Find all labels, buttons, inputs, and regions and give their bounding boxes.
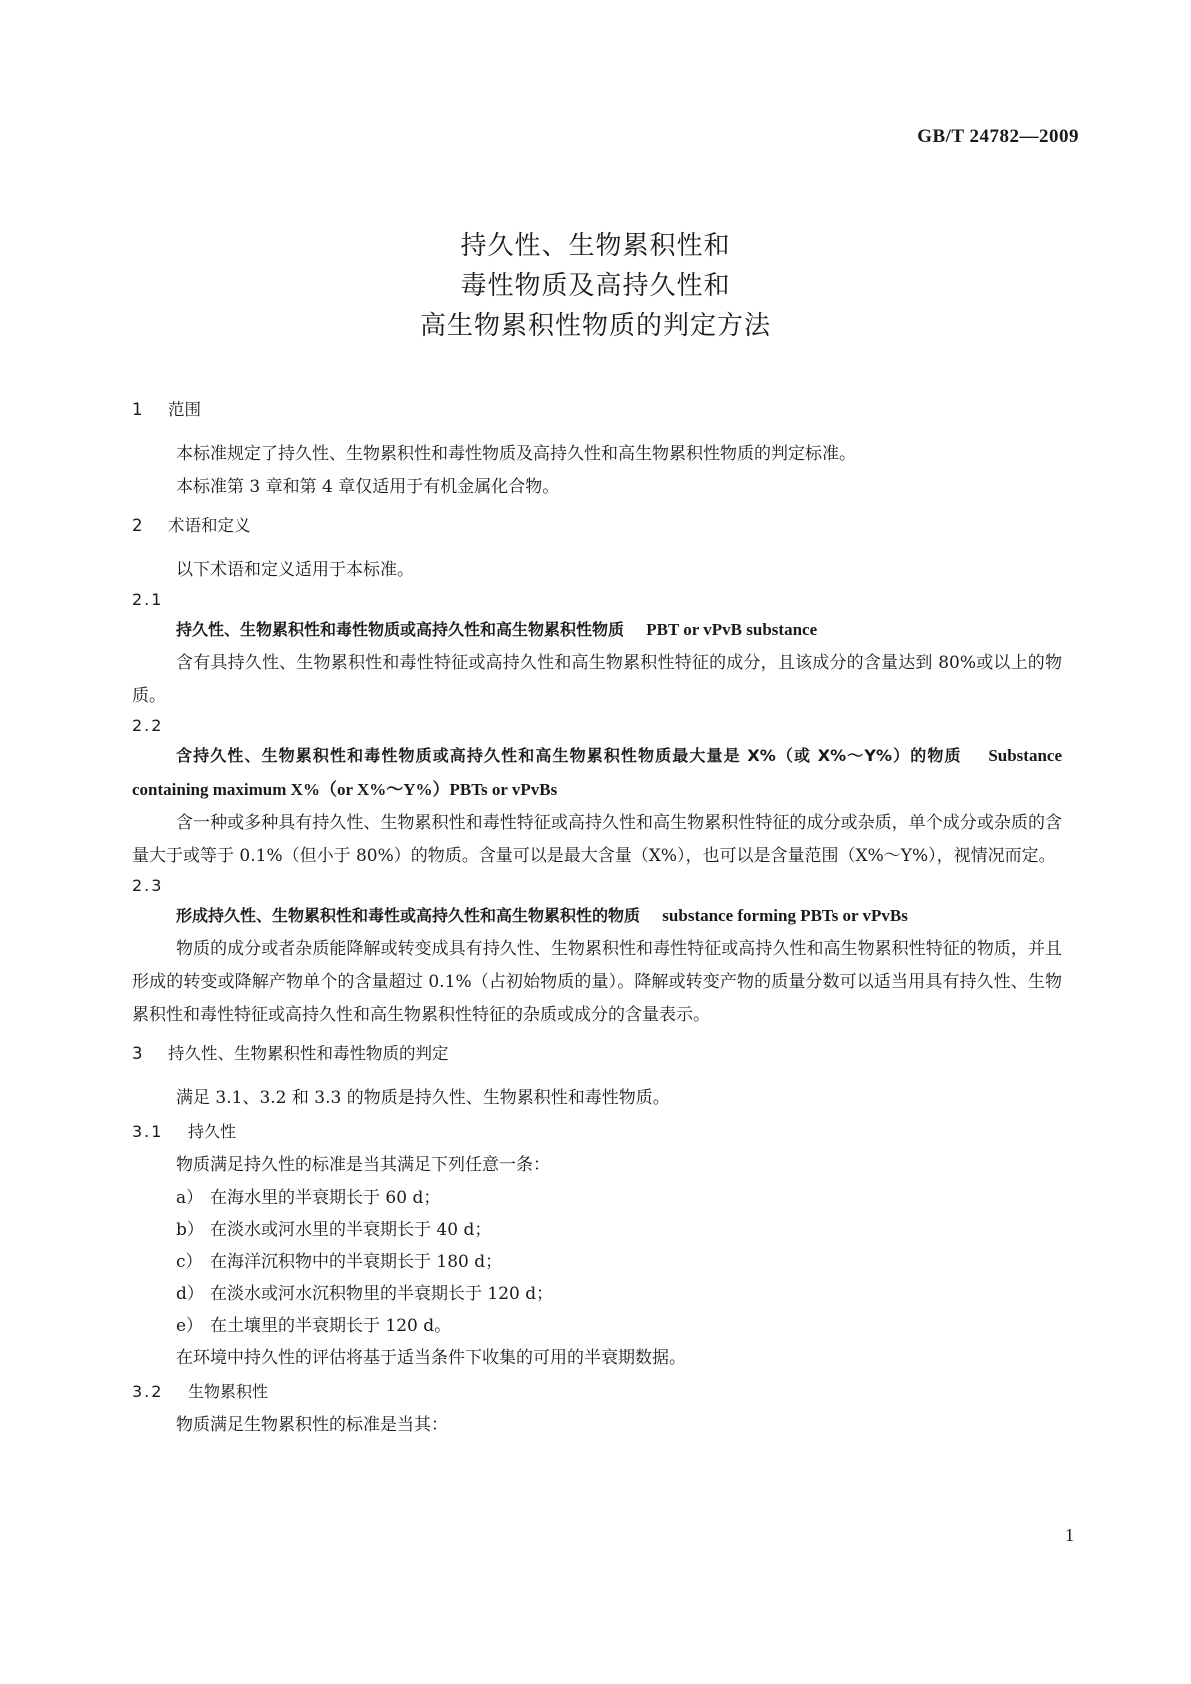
list-item [132, 1310, 1062, 1342]
clause-number: 2.2 [132, 716, 164, 735]
list-text: 在海洋沉积物中的半衰期长于 180 d； [210, 1252, 503, 1272]
paragraph: 满足 3.1、3.2 和 3.3 的物质是持久性、生物累积性和毒性物质。 [176, 1088, 670, 1108]
section-number: 1 [132, 400, 143, 419]
list-marker: c） [176, 1252, 203, 1272]
list-item [132, 1182, 1062, 1214]
term-2-3 [132, 899, 1062, 933]
list-item [132, 1214, 1062, 1246]
term-en: Substance containing maximum X%（or X%～Y%）PBTs or vPvBs [132, 746, 1062, 799]
clause-number: 2.3 [132, 876, 164, 895]
subsection-3-1-heading [132, 1115, 1062, 1149]
paragraph: 以下术语和定义适用于本标准。 [176, 560, 414, 580]
subsection-title: 生物累积性 [188, 1382, 269, 1401]
list-marker: b） [176, 1220, 204, 1240]
list-marker: e） [176, 1316, 204, 1336]
paragraph: 物质满足持久性的标准是当其满足下列任意一条： [176, 1155, 550, 1175]
list-item [132, 1278, 1062, 1310]
subsection-3-2-heading [132, 1375, 1062, 1409]
term-en: PBT or vPvB substance [646, 620, 818, 639]
section-2-heading [132, 514, 1062, 538]
term-cn: 持久性、生物累积性和毒性物质或高持久性和高生物累积性物质 [176, 620, 625, 639]
term-definition: 含一种或多种具有持久性、生物累积性和毒性特征或高持久性和高生物累积性特征的成分或杂质，单个成分或杂质的含量大于或等于 0.1%（但小于 80%）的物质。含量可以是最大含量（X%），也可以是含量范围（X%～Y%），视情况而定。 [132, 813, 1062, 866]
term-2-2 [132, 739, 1062, 807]
section-title: 持久性、生物累积性和毒性物质的判定 [168, 1044, 449, 1063]
clause-number: 2.1 [132, 590, 164, 609]
list-text: 在海水里的半衰期长于 60 d； [210, 1188, 441, 1208]
standard-code: GB/T 24782—2009 [917, 126, 1079, 147]
title-line-2: 毒性物质及高持久性和 [460, 271, 731, 301]
term-2-1 [132, 613, 1062, 647]
title-line-3: 高生物累积性物质的判定方法 [419, 311, 771, 341]
document-body [132, 398, 1062, 1442]
term-definition: 含有具持久性、生物累积性和毒性特征或高持久性和高生物累积性特征的成分，且该成分的含量达到 80%或以上的物质。 [132, 653, 1062, 706]
list-text: 在淡水或河水里的半衰期长于 40 d； [210, 1220, 492, 1240]
title-line-1: 持久性、生物累积性和 [460, 231, 731, 261]
section-3-heading [132, 1042, 1062, 1066]
list-text: 在淡水或河水沉积物里的半衰期长于 120 d； [210, 1284, 554, 1304]
subsection-number: 3.1 [132, 1122, 164, 1141]
subsection-title: 持久性 [188, 1122, 237, 1141]
subsection-number: 3.2 [132, 1382, 164, 1401]
page-number: 1 [1065, 1525, 1074, 1545]
section-title: 术语和定义 [168, 516, 251, 535]
term-cn: 含持久性、生物累积性和毒性物质或高持久性和高生物累积性物质最大量是 X%（或 X%～Y%）的物质 [176, 746, 962, 765]
paragraph: 本标准第 3 章和第 4 章仅适用于有机金属化合物。 [176, 477, 560, 497]
document-title [0, 226, 1191, 346]
section-title: 范围 [168, 400, 201, 419]
section-number: 2 [132, 516, 143, 535]
list-text: 在土壤里的半衰期长于 120 d。 [210, 1316, 452, 1336]
list-item [132, 1246, 1062, 1278]
term-definition: 物质的成分或者杂质能降解或转变成具有持久性、生物累积性和毒性特征或高持久性和高生物累积性特征的物质，并且形成的转变或降解产物单个的含量超过 0.1%（占初始物质的量）。降解或转变产物的质量分数可以适当用具有持久性、生物累积性和毒性特征或高持久性和高生物累积性特征的杂质或成分的含量表示。 [132, 939, 1062, 1025]
list-marker: d） [176, 1284, 204, 1304]
section-number: 3 [132, 1044, 143, 1063]
list-marker: a） [176, 1188, 204, 1208]
paragraph: 本标准规定了持久性、生物累积性和毒性物质及高持久性和高生物累积性物质的判定标准。 [176, 444, 856, 464]
term-cn: 形成持久性、生物累积性和毒性或高持久性和高生物累积性的物质 [176, 906, 641, 925]
paragraph: 物质满足生物累积性的标准是当其： [176, 1415, 448, 1435]
term-en: substance forming PBTs or vPvBs [662, 906, 908, 925]
section-1-heading [132, 398, 1062, 422]
paragraph: 在环境中持久性的评估将基于适当条件下收集的可用的半衰期数据。 [176, 1348, 686, 1368]
